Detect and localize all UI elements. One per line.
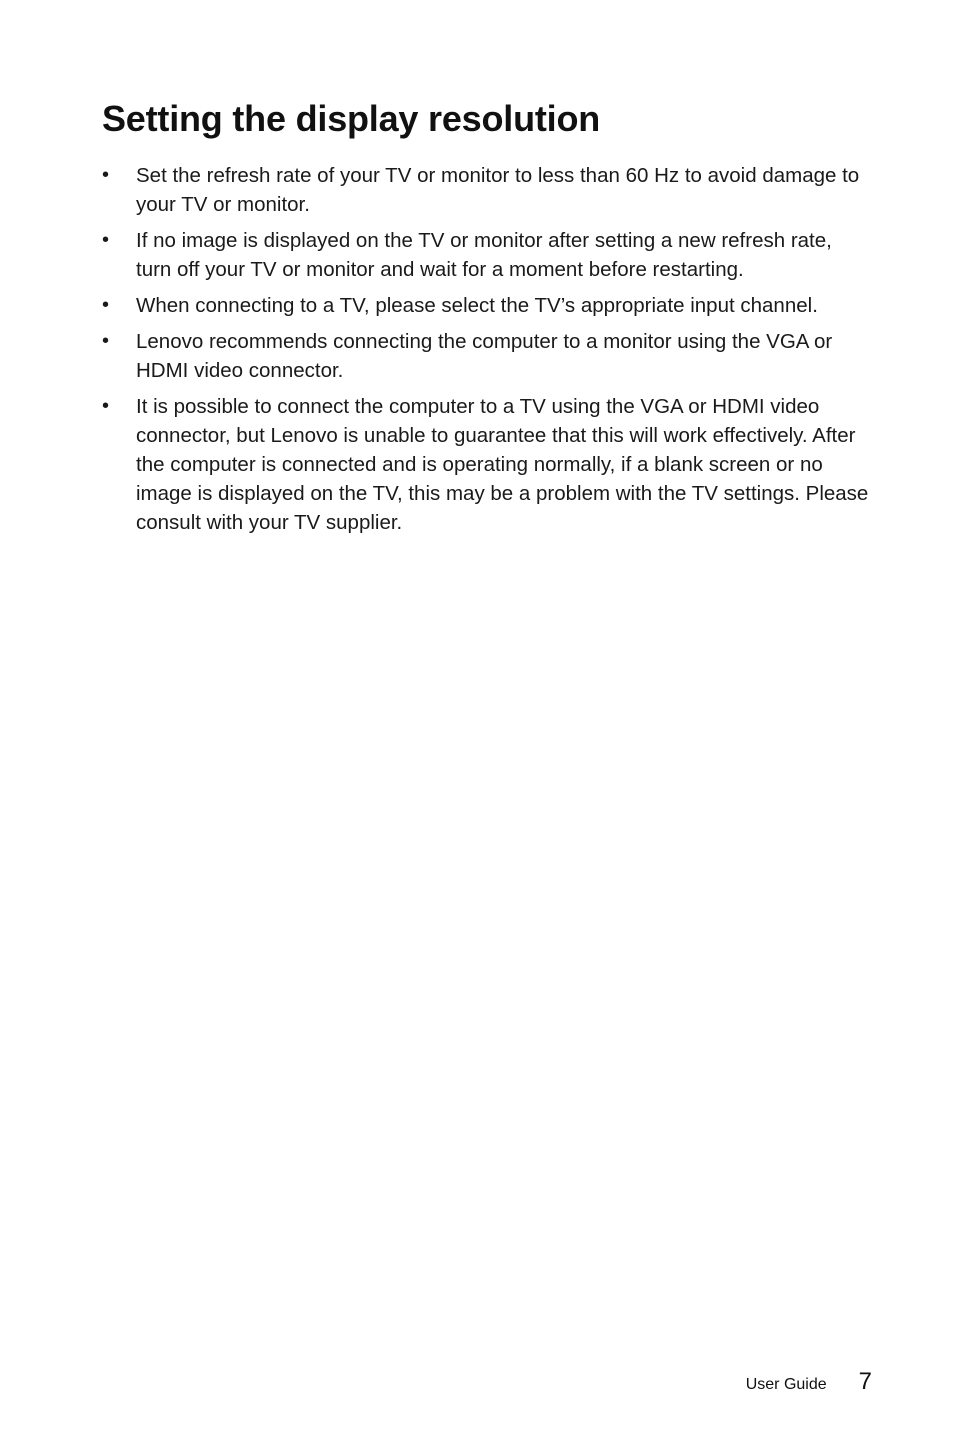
list-item-text: If no image is displayed on the TV or monitor after setting a new refresh rate, turn off your TV or monitor and wait for a moment before restarting. — [136, 229, 832, 281]
bullet-icon: • — [102, 330, 110, 352]
list-item-text: It is possible to connect the computer to a TV using the VGA or HDMI video connector, but Lenovo is unable to guarantee that this will work effectively. After the computer is connected and is operating normally, if a blank screen or no image is displayed on the TV, this may be a problem with the TV settings. Please consult with your TV supplier. — [136, 395, 869, 534]
list-item — [102, 291, 872, 320]
list-item — [102, 226, 872, 284]
list-item — [102, 161, 872, 219]
footer-label: User Guide — [745, 1376, 827, 1393]
list-item-text: Lenovo recommends connecting the computer to a monitor using the VGA or HDMI video connector. — [136, 330, 833, 382]
list-item — [102, 327, 872, 385]
bullet-icon: • — [102, 164, 110, 186]
list-item — [102, 392, 872, 537]
page-title: Setting the display resolution — [102, 98, 601, 139]
list-item-text: Set the refresh rate of your TV or monitor to less than 60 Hz to avoid damage to your TV or monitor. — [136, 164, 860, 216]
list-item-text: When connecting to a TV, please select the TV’s appropriate input channel. — [136, 294, 818, 317]
page-number: 7 — [858, 1368, 872, 1395]
bullet-icon: • — [102, 294, 110, 316]
page-footer — [746, 1368, 872, 1396]
bullet-icon: • — [102, 395, 110, 417]
bullet-list — [102, 161, 872, 544]
bullet-icon: • — [102, 229, 110, 251]
